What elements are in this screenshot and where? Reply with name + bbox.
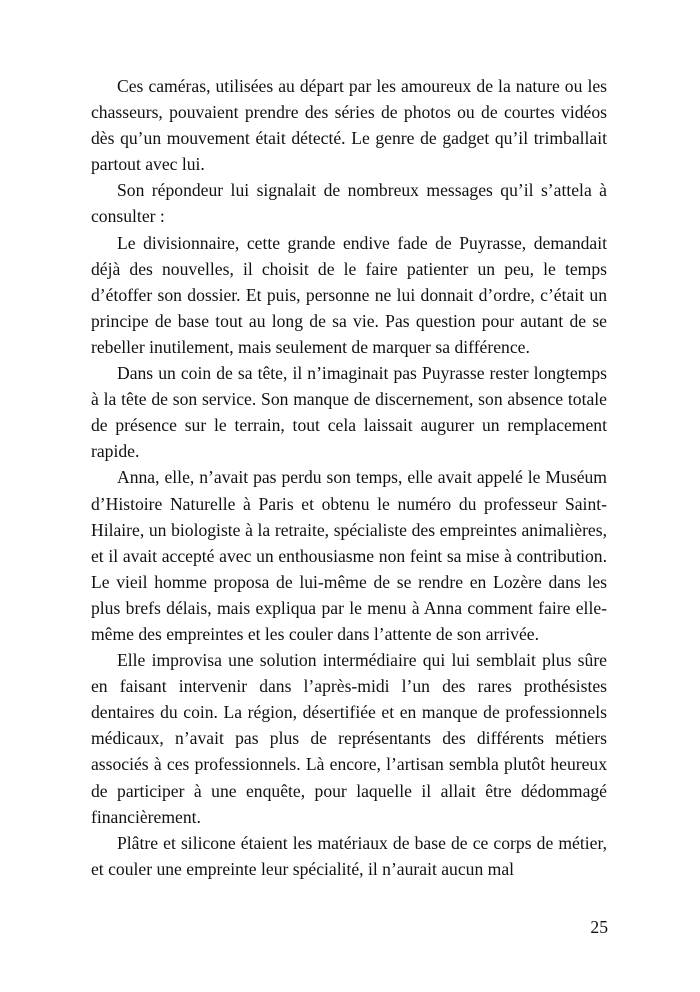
page-number: 25 — [590, 917, 608, 937]
page-body — [91, 73, 607, 882]
paragraph: Ces caméras, utilisées au départ par les amoureux de la nature ou les chasseurs, pouvaient prendre des séries de photos ou de courtes vidéos dès qu’un mouvement était détecté. Le genre de gadget qu’il trimballait partout avec lui. — [91, 76, 607, 175]
paragraph: Son répondeur lui signalait de nombreux messages qu’il s’attela à consulter : — [91, 180, 607, 227]
paragraph: Le divisionnaire, cette grande endive fade de Puyrasse, demandait déjà des nouvelles, il choisit de le faire patienter un peu, le temps d’étoffer son dossier. Et puis, personne ne lui donnait d’ordre, c’était un principe de base tout au long de sa vie. Pas question pour autant de se rebeller inutilement, mais seulement de marquer sa différence. — [91, 232, 607, 357]
paragraph: Anna, elle, n’avait pas perdu son temps, elle avait appelé le Muséum d’Histoire Naturelle à Paris et obtenu le numéro du professeur Saint-Hilaire, un biologiste à la retraite, spécialiste des empreintes animalières, et il avait accepté avec un enthousiasme non feint sa mise à contribution. Le vieil homme proposa de lui-même de se rendre en Lozère dans les plus brefs délais, mais expliqua par le menu à Anna comment faire elle-même des empreintes et les couler dans l’attente de son arrivée. — [91, 467, 607, 644]
paragraph: Elle improvisa une solution intermédiaire qui lui semblait plus sûre en faisant intervenir dans l’après-midi l’un des rares prothésistes dentaires du coin. La région, désertifiée et en manque de professionnels médicaux, n’avait pas plus de représentants des différents métiers associés à ces professionnels. Là encore, l’artisan sembla plutôt heureux de participer à une enquête, pour laquelle il allait être dédommagé financièrement. — [91, 650, 607, 827]
paragraph: Plâtre et silicone étaient les matériaux de base de ce corps de métier, et couler une empreinte leur spécialité, il n’aurait aucun mal — [91, 832, 607, 879]
paragraph: Dans un coin de sa tête, il n’imaginait pas Puyrasse rester longtemps à la tête de son service. Son manque de discernement, son absence totale de présence sur le terrain, tout cela laissait augurer un remplacement rapide. — [91, 363, 607, 462]
